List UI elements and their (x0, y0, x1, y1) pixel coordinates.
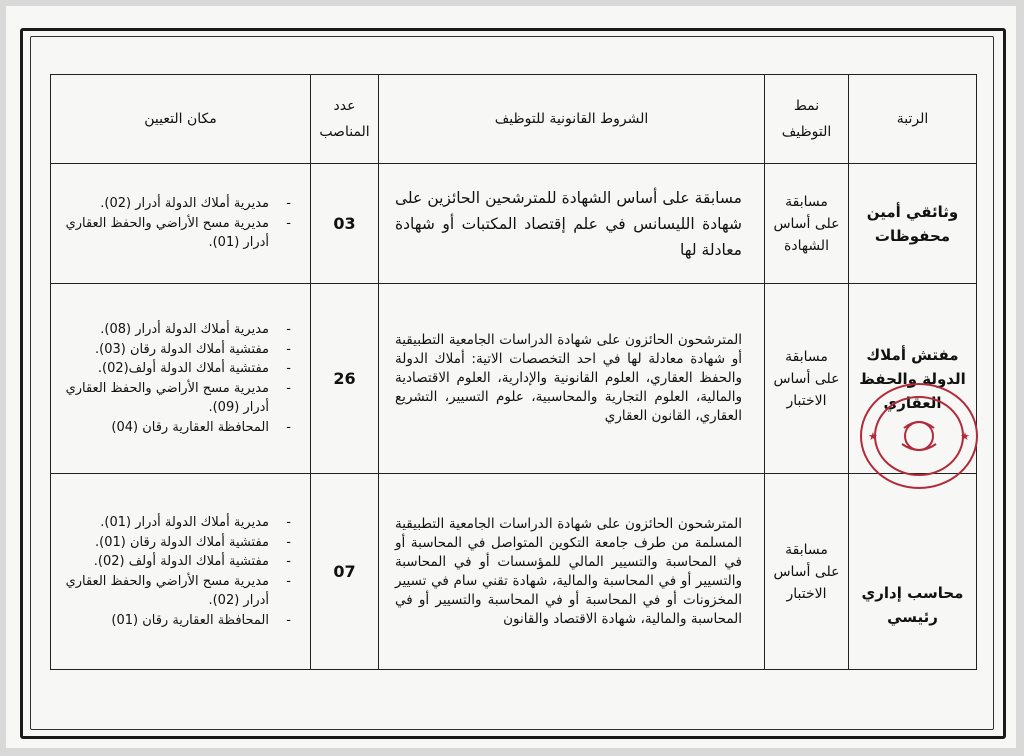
row-conditions: المترشحون الحائزون على شهادة الدراسات الجامعية التطبيقية أو شهادة معادلة لها في احد التخصصات الاتية: أملاك الدولة والحفظ العقاري، العلوم القانونية والإدارية، العلوم الاقتصادية والمالية، العلوم التجارية والمحاسبية، علوم التسيير، التشريع العقاري، القانون العقاري (379, 284, 765, 474)
recruitment-table (50, 74, 977, 670)
list-item: - مديرية أملاك الدولة أدرار (01). (62, 513, 291, 533)
list-item: - مديرية مسح الأراضي والحفظ العقاري أدرار (01). (62, 214, 291, 253)
row-places (51, 474, 311, 670)
list-item: - مديرية أملاك الدولة أدرار (02). (62, 194, 291, 214)
list-item: - مفتشية أملاك الدولة رقان (01). (62, 533, 291, 553)
row-rank: وثائقي أمين محفوظات (849, 164, 977, 284)
header-count: عدد المناصب (311, 75, 379, 164)
table-row (51, 164, 977, 284)
row-mode: مسابقة على أساس الشهادة (765, 164, 849, 284)
list-item: - المحافظة العقارية رقان (04) (62, 418, 291, 438)
row-rank: مفتش أملاك الدولة والحفظ العقاري (849, 284, 977, 474)
row-count: 07 (311, 474, 379, 670)
header-rank: الرتبة (849, 75, 977, 164)
list-item: - مفتشية أملاك الدولة أولف (02). (62, 552, 291, 572)
table-row (51, 474, 977, 670)
list-item: - مفتشية أملاك الدولة أولف(02). (62, 359, 291, 379)
row-mode: مسابقة على أساس الاختبار (765, 284, 849, 474)
document-page (6, 6, 1016, 748)
svg-text:★: ★ (868, 430, 878, 443)
table-header-row (51, 75, 977, 164)
row-count: 03 (311, 164, 379, 284)
row-count: 26 (311, 284, 379, 474)
list-item: - مديرية أملاك الدولة أدرار (08). (62, 320, 291, 340)
row-conditions: المترشحون الحائزون على شهادة الدراسات الجامعية التطبيقية المسلمة من طرف جامعة التكوين المتواصل في المحاسبة أو في المحاسبة والتسيير المالي للمؤسسات أو في المحاسبة والتسيير أو في المحاسبة والمالية، شهادة تقني سام في تسيير المخزونات أو في المحاسبة أو في المحاسبة والتسيير أو في المحاسبة والمالية، شهادة الاقتصاد والقانون (379, 474, 765, 670)
list-item: - المحافظة العقارية رقان (01) (62, 611, 291, 631)
table-row (51, 284, 977, 474)
list-item: - مديرية مسح الأراضي والحفظ العقاري أدرار (02). (62, 572, 291, 611)
row-places (51, 284, 311, 474)
row-places (51, 164, 311, 284)
list-item: - مديرية مسح الأراضي والحفظ العقاري أدرار (09). (62, 379, 291, 418)
header-conditions: الشروط القانونية للتوظيف (379, 75, 765, 164)
svg-text:★: ★ (960, 430, 970, 443)
row-mode: مسابقة على أساس الاختبار (765, 474, 849, 670)
list-item: - مفتشية أملاك الدولة رقان (03). (62, 340, 291, 360)
header-mode: نمط التوظيف (765, 75, 849, 164)
row-conditions: مسابقة على أساس الشهادة للمترشحين الحائزين على شهادة الليسانس في علم إقتصاد المكتبات أو شهادة معادلة لها (379, 164, 765, 284)
header-place: مكان التعيين (51, 75, 311, 164)
row-rank: محاسب إداري رئيسي (849, 474, 977, 670)
